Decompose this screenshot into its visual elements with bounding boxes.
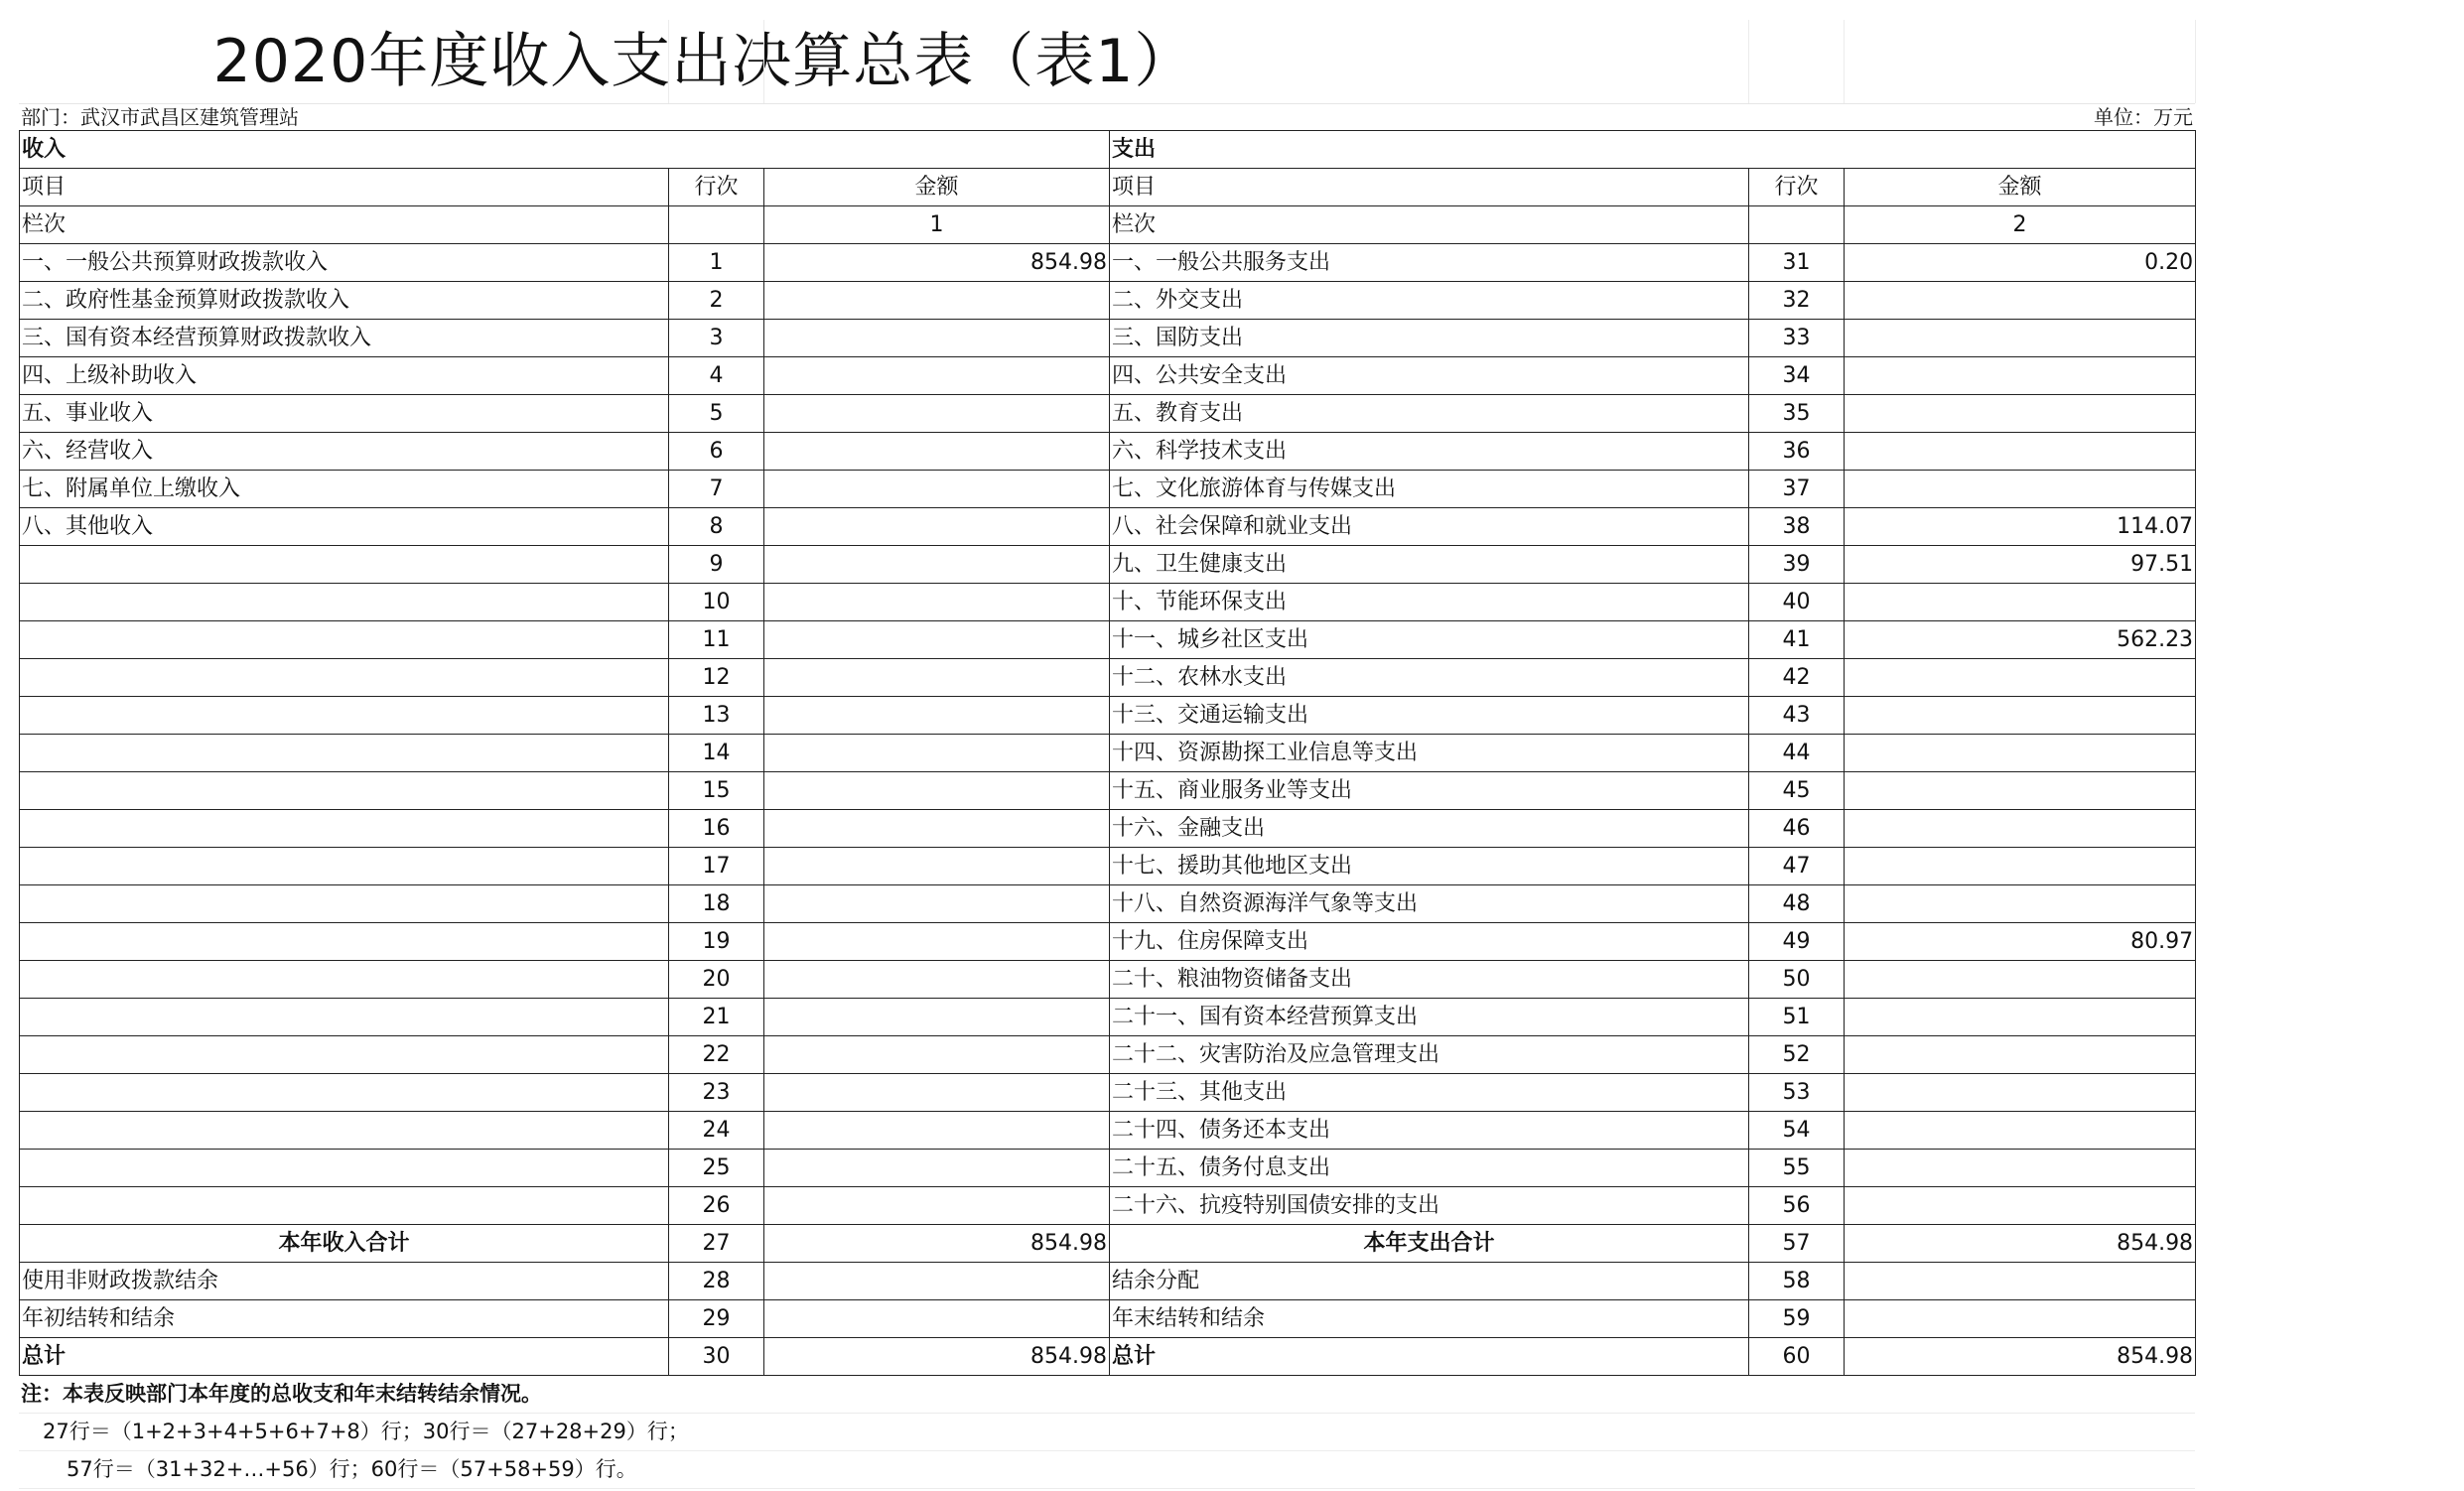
income-item-label: [20, 885, 669, 923]
income-item-label: [20, 546, 669, 584]
income-amount: [764, 923, 1110, 961]
expense-item-label: 总计: [1110, 1338, 1749, 1376]
expense-amount: [1845, 395, 2196, 433]
income-item-label: [20, 848, 669, 885]
income-row-number: 21: [669, 999, 764, 1036]
income-row-number: 23: [669, 1074, 764, 1112]
table-row: [20, 508, 2196, 546]
expense-item-label: 十四、资源勘探工业信息等支出: [1110, 735, 1749, 772]
notes: [19, 1376, 2195, 1489]
income-amount: [764, 1187, 1110, 1225]
income-item-label: [20, 1187, 669, 1225]
expense-amount: 114.07: [1845, 508, 2196, 546]
income-amount: [764, 810, 1110, 848]
expense-item-label: 二十二、灾害防治及应急管理支出: [1110, 1036, 1749, 1074]
income-item-label: [20, 1074, 669, 1112]
income-item-label: [20, 735, 669, 772]
expense-row-number: 49: [1749, 923, 1845, 961]
table-row: [20, 584, 2196, 621]
expense-item-label: 三、国防支出: [1110, 320, 1749, 357]
income-row-number: 27: [669, 1225, 764, 1263]
income-item-label: 五、事业收入: [20, 395, 669, 433]
income-amount: [764, 1036, 1110, 1074]
expense-amount: [1845, 1112, 2196, 1150]
income-amount: 854.98: [764, 1338, 1110, 1376]
note-line-1: 注：本表反映部门本年度的总收支和年末结转结余情况。: [19, 1376, 2195, 1414]
expense-item-label: 十九、住房保障支出: [1110, 923, 1749, 961]
table-row: [20, 546, 2196, 584]
table-row: [20, 848, 2196, 885]
income-row-number: 17: [669, 848, 764, 885]
income-item-label: [20, 772, 669, 810]
unit-label: 单位：万元: [2094, 105, 2193, 129]
income-amount: [764, 357, 1110, 395]
expense-item-label: 结余分配: [1110, 1263, 1749, 1300]
expense-amount: [1845, 1150, 2196, 1187]
income-amount: [764, 1112, 1110, 1150]
table-row: [20, 772, 2196, 810]
totals-row: [20, 1338, 2196, 1376]
expense-row-header: 行次: [1749, 169, 1845, 206]
table-row: [20, 697, 2196, 735]
income-item-label: 六、经营收入: [20, 433, 669, 471]
table-row: [20, 433, 2196, 471]
income-row-number: 2: [669, 282, 764, 320]
table-row: [20, 961, 2196, 999]
income-row-number: 26: [669, 1187, 764, 1225]
income-amount: [764, 282, 1110, 320]
income-item-label: [20, 584, 669, 621]
income-row-number: 12: [669, 659, 764, 697]
income-amount: 854.98: [764, 1225, 1110, 1263]
income-amount: [764, 659, 1110, 697]
income-item-label: 本年收入合计: [20, 1225, 669, 1263]
table-row: [20, 320, 2196, 357]
income-item-label: 总计: [20, 1338, 669, 1376]
expense-amount: 97.51: [1845, 546, 2196, 584]
expense-row-number: 45: [1749, 772, 1845, 810]
expense-column-index-label: 栏次: [1110, 206, 1749, 244]
income-item-label: [20, 961, 669, 999]
note-line-2: 27行＝（1+2+3+4+5+6+7+8）行；30行＝（27+28+29）行；: [19, 1414, 2195, 1451]
income-amount-header: 金额: [764, 169, 1110, 206]
expense-row-number: 56: [1749, 1187, 1845, 1225]
income-item-label: 四、上级补助收入: [20, 357, 669, 395]
expense-row-number: 43: [1749, 697, 1845, 735]
income-row-number: 3: [669, 320, 764, 357]
totals-row: [20, 1300, 2196, 1338]
expense-amount: [1845, 471, 2196, 508]
income-amount: [764, 735, 1110, 772]
expense-amount: 562.23: [1845, 621, 2196, 659]
income-row-number: 16: [669, 810, 764, 848]
table-row: [20, 357, 2196, 395]
expense-amount: [1845, 320, 2196, 357]
income-row-number: 22: [669, 1036, 764, 1074]
totals-row: [20, 1263, 2196, 1300]
income-amount: [764, 433, 1110, 471]
expense-item-label: 六、科学技术支出: [1110, 433, 1749, 471]
expense-row-number: 54: [1749, 1112, 1845, 1150]
expense-row-number: 42: [1749, 659, 1845, 697]
note-line-3: 57行＝（31+32+…+56）行；60行＝（57+58+59）行。: [19, 1451, 2195, 1489]
table-row: [20, 282, 2196, 320]
income-amount: [764, 1300, 1110, 1338]
expense-row-number: 59: [1749, 1300, 1845, 1338]
column-header-row: [20, 169, 2196, 206]
expense-column-number: 2: [1845, 206, 2196, 244]
expense-amount: [1845, 772, 2196, 810]
income-item-label: 八、其他收入: [20, 508, 669, 546]
income-amount: [764, 471, 1110, 508]
income-row-number: 19: [669, 923, 764, 961]
expense-item-label: 十六、金融支出: [1110, 810, 1749, 848]
table-row: [20, 1150, 2196, 1187]
income-row-number: 4: [669, 357, 764, 395]
expense-amount: [1845, 848, 2196, 885]
expense-row-number: 37: [1749, 471, 1845, 508]
expense-amount: [1845, 885, 2196, 923]
expense-amount: [1845, 735, 2196, 772]
income-amount: [764, 621, 1110, 659]
expense-row-number: 44: [1749, 735, 1845, 772]
meta-row: [19, 104, 2195, 130]
income-item-label: 一、一般公共预算财政拨款收入: [20, 244, 669, 282]
income-amount: [764, 999, 1110, 1036]
expense-row-number: 48: [1749, 885, 1845, 923]
expense-section-header: 支出: [1110, 131, 2196, 169]
income-amount: [764, 848, 1110, 885]
expense-row-number: 58: [1749, 1263, 1845, 1300]
income-amount: [764, 697, 1110, 735]
expense-amount: 854.98: [1845, 1225, 2196, 1263]
income-item-label: 使用非财政拨款结余: [20, 1263, 669, 1300]
income-item-header: 项目: [20, 169, 669, 206]
expense-amount: [1845, 282, 2196, 320]
expense-amount: [1845, 1263, 2196, 1300]
income-item-label: [20, 1112, 669, 1150]
expense-amount: [1845, 697, 2196, 735]
expense-row-number: 51: [1749, 999, 1845, 1036]
table-row: [20, 1187, 2196, 1225]
expense-row-number: 53: [1749, 1074, 1845, 1112]
income-amount: [764, 772, 1110, 810]
income-row-number: 15: [669, 772, 764, 810]
income-row-number: 13: [669, 697, 764, 735]
income-row-number: 7: [669, 471, 764, 508]
expense-item-label: 年末结转和结余: [1110, 1300, 1749, 1338]
expense-item-header: 项目: [1110, 169, 1749, 206]
income-row-number: 14: [669, 735, 764, 772]
expense-item-label: 十七、援助其他地区支出: [1110, 848, 1749, 885]
income-item-label: [20, 697, 669, 735]
expense-row-number: 55: [1749, 1150, 1845, 1187]
expense-item-label: 二十四、债务还本支出: [1110, 1112, 1749, 1150]
expense-amount: [1845, 1187, 2196, 1225]
expense-item-label: 二十、粮油物资储备支出: [1110, 961, 1749, 999]
income-row-number: 1: [669, 244, 764, 282]
expense-row-number: 39: [1749, 546, 1845, 584]
income-item-label: [20, 923, 669, 961]
expense-amount: [1845, 659, 2196, 697]
income-amount: [764, 546, 1110, 584]
income-row-number: 29: [669, 1300, 764, 1338]
totals-row: [20, 1225, 2196, 1263]
expense-column-index-blank: [1749, 206, 1845, 244]
table-row: [20, 395, 2196, 433]
summary-table: [19, 130, 2196, 1376]
table-row: [20, 471, 2196, 508]
table-row: [20, 810, 2196, 848]
expense-amount-header: 金额: [1845, 169, 2196, 206]
expense-row-number: 35: [1749, 395, 1845, 433]
title-row: [19, 20, 2195, 104]
expense-amount: [1845, 584, 2196, 621]
income-item-label: 二、政府性基金预算财政拨款收入: [20, 282, 669, 320]
table-row: [20, 923, 2196, 961]
income-row-header: 行次: [669, 169, 764, 206]
expense-item-label: 十一、城乡社区支出: [1110, 621, 1749, 659]
expense-item-label: 四、公共安全支出: [1110, 357, 1749, 395]
income-row-number: 9: [669, 546, 764, 584]
income-item-label: [20, 1036, 669, 1074]
expense-row-number: 36: [1749, 433, 1845, 471]
income-item-label: [20, 999, 669, 1036]
table-row: [20, 621, 2196, 659]
income-row-number: 6: [669, 433, 764, 471]
income-item-label: [20, 621, 669, 659]
expense-item-label: 二十三、其他支出: [1110, 1074, 1749, 1112]
expense-row-number: 57: [1749, 1225, 1845, 1263]
income-item-label: 年初结转和结余: [20, 1300, 669, 1338]
expense-row-number: 33: [1749, 320, 1845, 357]
income-amount: [764, 885, 1110, 923]
expense-item-label: 九、卫生健康支出: [1110, 546, 1749, 584]
income-row-number: 25: [669, 1150, 764, 1187]
table-row: [20, 244, 2196, 282]
department-label: 部门：武汉市武昌区建筑管理站: [21, 105, 299, 129]
income-amount: [764, 508, 1110, 546]
table-row: [20, 1036, 2196, 1074]
final-accounts-sheet: [19, 20, 2195, 1489]
expense-row-number: 31: [1749, 244, 1845, 282]
expense-amount: [1845, 999, 2196, 1036]
income-amount: [764, 961, 1110, 999]
expense-amount: 854.98: [1845, 1338, 2196, 1376]
income-amount: [764, 1263, 1110, 1300]
expense-row-number: 40: [1749, 584, 1845, 621]
expense-item-label: 十八、自然资源海洋气象等支出: [1110, 885, 1749, 923]
table-row: [20, 1074, 2196, 1112]
income-row-number: 24: [669, 1112, 764, 1150]
expense-row-number: 34: [1749, 357, 1845, 395]
income-item-label: 三、国有资本经营预算财政拨款收入: [20, 320, 669, 357]
expense-row-number: 60: [1749, 1338, 1845, 1376]
expense-item-label: 二、外交支出: [1110, 282, 1749, 320]
income-row-number: 18: [669, 885, 764, 923]
table-row: [20, 885, 2196, 923]
income-item-label: 七、附属单位上缴收入: [20, 471, 669, 508]
income-item-label: [20, 810, 669, 848]
income-row-number: 8: [669, 508, 764, 546]
expense-item-label: 八、社会保障和就业支出: [1110, 508, 1749, 546]
expense-row-number: 52: [1749, 1036, 1845, 1074]
expense-amount: [1845, 357, 2196, 395]
expense-item-label: 十二、农林水支出: [1110, 659, 1749, 697]
income-item-label: [20, 1150, 669, 1187]
table-row: [20, 1112, 2196, 1150]
income-row-number: 10: [669, 584, 764, 621]
expense-item-label: 七、文化旅游体育与传媒支出: [1110, 471, 1749, 508]
income-amount: [764, 584, 1110, 621]
expense-item-label: 十、节能环保支出: [1110, 584, 1749, 621]
summary-table-body: [20, 131, 2196, 1376]
expense-row-number: 32: [1749, 282, 1845, 320]
income-row-number: 28: [669, 1263, 764, 1300]
income-amount: [764, 1150, 1110, 1187]
expense-item-label: 二十五、债务付息支出: [1110, 1150, 1749, 1187]
income-amount: [764, 1074, 1110, 1112]
table-row: [20, 659, 2196, 697]
income-section-header: 收入: [20, 131, 1110, 169]
expense-row-number: 50: [1749, 961, 1845, 999]
expense-item-label: 十三、交通运输支出: [1110, 697, 1749, 735]
income-row-number: 11: [669, 621, 764, 659]
income-column-index-blank: [669, 206, 764, 244]
expense-amount: [1845, 1074, 2196, 1112]
expense-item-label: 二十一、国有资本经营预算支出: [1110, 999, 1749, 1036]
income-row-number: 30: [669, 1338, 764, 1376]
column-index-row: [20, 206, 2196, 244]
expense-row-number: 41: [1749, 621, 1845, 659]
income-amount: [764, 395, 1110, 433]
income-row-number: 20: [669, 961, 764, 999]
expense-amount: [1845, 810, 2196, 848]
section-header-row: [20, 131, 2196, 169]
page-title: 2020年度收入支出决算总表（表1）: [212, 27, 1195, 96]
expense-item-label: 十五、商业服务业等支出: [1110, 772, 1749, 810]
expense-row-number: 38: [1749, 508, 1845, 546]
expense-amount: [1845, 433, 2196, 471]
expense-item-label: 一、一般公共服务支出: [1110, 244, 1749, 282]
income-amount: [764, 320, 1110, 357]
expense-amount: [1845, 1300, 2196, 1338]
table-row: [20, 999, 2196, 1036]
expense-amount: [1845, 1036, 2196, 1074]
expense-item-label: 二十六、抗疫特别国债安排的支出: [1110, 1187, 1749, 1225]
income-column-number: 1: [764, 206, 1110, 244]
expense-item-label: 五、教育支出: [1110, 395, 1749, 433]
table-row: [20, 735, 2196, 772]
income-item-label: [20, 659, 669, 697]
expense-amount: 80.97: [1845, 923, 2196, 961]
expense-item-label: 本年支出合计: [1110, 1225, 1749, 1263]
expense-amount: 0.20: [1845, 244, 2196, 282]
expense-amount: [1845, 961, 2196, 999]
income-column-index-label: 栏次: [20, 206, 669, 244]
expense-row-number: 47: [1749, 848, 1845, 885]
expense-row-number: 46: [1749, 810, 1845, 848]
income-amount: 854.98: [764, 244, 1110, 282]
income-row-number: 5: [669, 395, 764, 433]
